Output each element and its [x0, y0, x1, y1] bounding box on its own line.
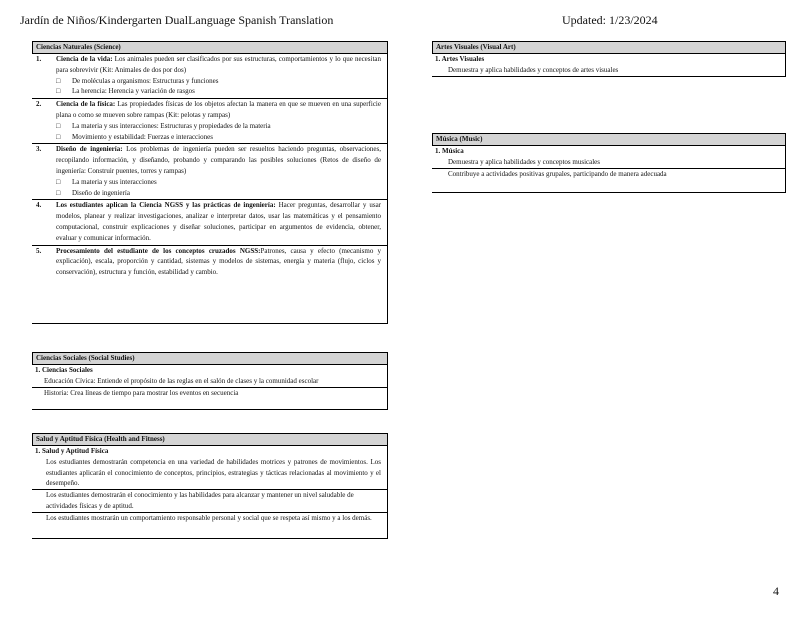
- square-bullet-icon: □: [56, 76, 61, 85]
- science-item: 1. Ciencia de la vida: Los animales pueden ser clasificados por sus estructuras, comportamientos y lo que necesitan para sobrevivir (Kit: Animales de dos por dos) □ De moléculas a organismos: Estructuras y funciones □ La herencia: Herencia y variación de rasgos: [32, 54, 387, 99]
- visual-art-box: [432, 41, 786, 77]
- science-subitem: □ Movimiento y estabilidad: Fuerzas e interacciones: [56, 132, 213, 141]
- science-list: [32, 54, 387, 279]
- science-item: 3. Diseño de ingeniería: Los problemas de ingeniería pueden ser resueltos haciendo preguntas, observaciones, recopilando información, y diseñando, probando y comparando las posibles soluciones (Retos de diseño de ingeniería: Construir puentes, torres y rampas) □ La materia y sus interacciones □ Diseño de ingeniería: [32, 144, 387, 200]
- social-studies-row: Educación Cívica: Entiende el propósito de las reglas en el salón de clases y la comunidad escolar: [32, 376, 387, 388]
- square-bullet-icon: □: [56, 132, 61, 141]
- science-item: 4. Los estudiantes aplican la Ciencia NGSS y las prácticas de ingeniería: Hacer preguntas, desarrollar y usar modelos, planear y realizar investigaciones, analizar e interpretar datos, usar las matemáticas y el pensamiento computacional, construir explicaciones y diseñar soluciones, participar en argumentos de evidencia, obtener, evaluar y comunicar información.: [32, 200, 387, 245]
- square-bullet-icon: □: [56, 87, 61, 96]
- music-section: 1. Música: [435, 147, 464, 155]
- health-section: 1. Salud y Aptitud Física: [35, 447, 109, 455]
- square-bullet-icon: □: [56, 188, 61, 197]
- science-heading: Ciencias Naturales (Science): [32, 41, 387, 54]
- social-studies-heading: Ciencias Sociales (Social Studies): [32, 352, 387, 365]
- music-heading: Música (Music): [432, 133, 785, 146]
- social-studies-row: Historia: Crea líneas de tiempo para mostrar los eventos en secuencia: [44, 388, 239, 397]
- visual-art-row: Demuestra y aplica habilidades y conceptos de artes visuales: [448, 65, 619, 74]
- science-subitem: □ La materia y sus interacciones: Estructuras y propiedades de la materia: [56, 121, 271, 130]
- science-subitem: □ De moléculas a organismos: Estructuras y funciones: [56, 76, 219, 85]
- science-item: 5. Procesamiento del estudiante de los conceptos cruzados NGSS:Patrones, causa y efecto (mecanismo y explicación), escala, proporción y cantidad, sistemas y modelos de sistemas, energía y materia (flujo, ciclos y conservación), estructura y función, estabilidad y cambio.: [36, 246, 381, 277]
- social-studies-box: [32, 352, 388, 410]
- health-row: Los estudiantes demostrarán el conocimiento y las habilidades para alcanzar y mantener un nivel saludable de actividades físicas y de aptitud.: [32, 490, 387, 513]
- visual-art-section: 1. Artes Visuales: [435, 55, 485, 63]
- health-row: Los estudiantes mostrarán un comportamiento responsable personal y social que se respeta así mismo y a los demás.: [46, 513, 372, 522]
- science-item: 2. Ciencia de la física: Las propiedades físicas de los objetos afectan la manera en que se mueven en una superficie plana o como se mueven sobre rampas (Kit: pelotas y rampas) □ La materia y sus interacciones: Estructuras y propiedades de la materia □ Movimiento y estabilidad: Fuerzas e interacciones: [32, 99, 387, 144]
- square-bullet-icon: □: [56, 177, 61, 186]
- health-box: [32, 433, 388, 539]
- updated-date: Updated: 1/23/2024: [562, 13, 658, 27]
- health-row: Los estudiantes demostrarán competencia en una variedad de habilidades motrices y patrones de movimientos. Los estudiantes aplicarán el conocimiento de conceptos, principios, estrategias y tácticas relacionadas al movimiento y el desempeño.: [32, 457, 387, 490]
- document-title: Jardín de Niños/Kindergarten DualLanguage Spanish Translation: [20, 13, 334, 27]
- visual-art-heading: Artes Visuales (Visual Art): [432, 41, 785, 54]
- science-box: [32, 41, 388, 324]
- science-subitem: □ La materia y sus interacciones: [56, 177, 157, 186]
- social-studies-section: 1. Ciencias Sociales: [35, 366, 93, 374]
- music-row: Contribuye a actividades positivas grupales, participando de manera adecuada: [448, 169, 667, 178]
- health-heading: Salud y Aptitud Física (Health and Fitness): [32, 433, 387, 446]
- square-bullet-icon: □: [56, 121, 61, 130]
- music-box: [432, 133, 786, 193]
- science-subitem: □ La herencia: Herencia y variación de rasgos: [56, 87, 195, 96]
- page-number: 4: [773, 584, 779, 598]
- science-subitem: □ Diseño de ingeniería: [56, 188, 130, 197]
- music-row: Demuestra y aplica habilidades y conceptos musicales: [432, 157, 785, 169]
